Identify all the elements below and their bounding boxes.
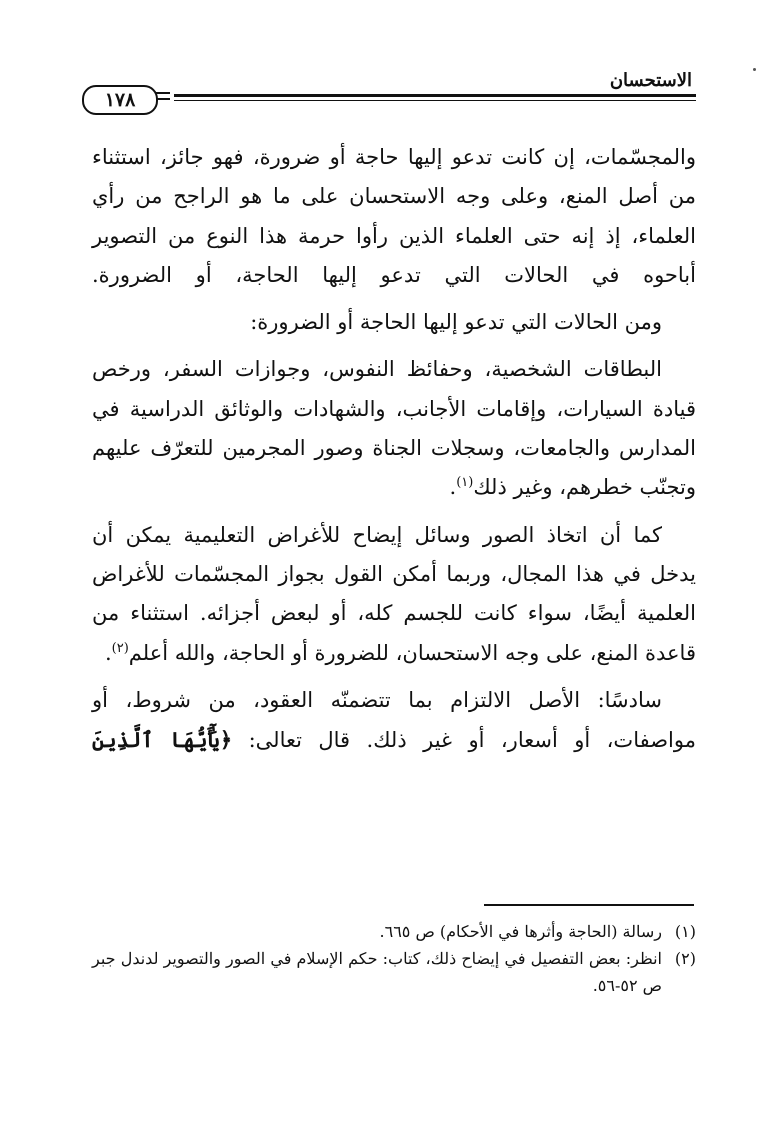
running-title: الاستحسان <box>609 70 692 91</box>
main-text <box>92 138 696 760</box>
footnotes <box>92 918 696 999</box>
footnote-number: (٢) <box>674 949 696 968</box>
footnote-text: رسالة (الحاجة وأثرها في الأحكام) ص ٦٦٥. <box>379 922 662 941</box>
paragraph-3 <box>92 350 696 507</box>
paragraph-1: والمجسّمات، إن كانت تدعو إليها حاجة أو ضرورة، فهو جائز، استثناء من أصل المنع، وعلى وجه الاستحسان على ما هو الراجح من رأي العلماء، إذ إنه حتى العلماء الذين رأوا حرمة هذا النوع من التصوير أباحوه في الحالات التي تدعو إليها الحاجة، أو الضرورة. <box>92 145 696 287</box>
paragraph-2: ومن الحالات التي تدعو إليها الحاجة أو الضرورة: <box>250 310 662 335</box>
margin-speck <box>753 68 756 71</box>
footnote-text: انظر: بعض التفصيل في إيضاح ذلك، كتاب: حكم الإسلام في الصور والتصوير لدندل جبر ص ٥٢-٥٦. <box>92 949 662 995</box>
footnote-1 <box>92 918 696 945</box>
page-header <box>84 68 696 118</box>
header-rule-thin <box>174 100 696 101</box>
page-number-dash <box>156 92 170 94</box>
quran-quote: ﴿يَٰٓأَيُّهَا ٱلَّذِينَ <box>92 727 233 753</box>
footnote-ref-2[interactable]: (٢) <box>111 640 129 656</box>
paragraph-5 <box>92 681 696 761</box>
paragraph-4-end: . <box>104 640 112 665</box>
page-number: ١٧٨ <box>82 85 158 115</box>
paragraph-4-text: كما أن اتخاذ الصور وسائل إيضاح للأغراض التعليمية يمكن أن يدخل في هذا المجال، وربما أمكن القول بجواز المجسّمات للأغراض العلمية أيضًا، سواء كانت للجسم كله، أو لبعض أجزائه. استثناء من قاعدة المنع، على وجه الاستحسان، للضرورة أو الحاجة، والله أعلم <box>92 522 696 665</box>
footnote-2 <box>92 945 696 999</box>
footnote-number: (١) <box>674 922 696 941</box>
header-rule-thick <box>174 94 696 97</box>
paragraph-5-text: سادسًا: الأصل الالتزام بما تتضمنّه العقود، من شروط، أو مواصفات، أو أسعار، أو غير ذلك. قال تعالى: <box>92 687 696 753</box>
footnote-ref-1[interactable]: (١) <box>456 475 474 491</box>
footnote-separator <box>484 904 694 906</box>
paragraph-4 <box>92 516 696 673</box>
paragraph-3-end: . <box>449 475 457 500</box>
page-number-dash <box>156 98 170 100</box>
paragraph-3-text: البطاقات الشخصية، وحفائظ النفوس، وجوازات السفر، ورخص قيادة السيارات، وإقامات الأجانب، والشهادات والوثائق الدراسية في المدارس والجامعات، وسجلات الجناة وصور المجرمين للتعرّف عليهم وتجنّب خطرهم، وغير ذلك <box>92 357 696 500</box>
